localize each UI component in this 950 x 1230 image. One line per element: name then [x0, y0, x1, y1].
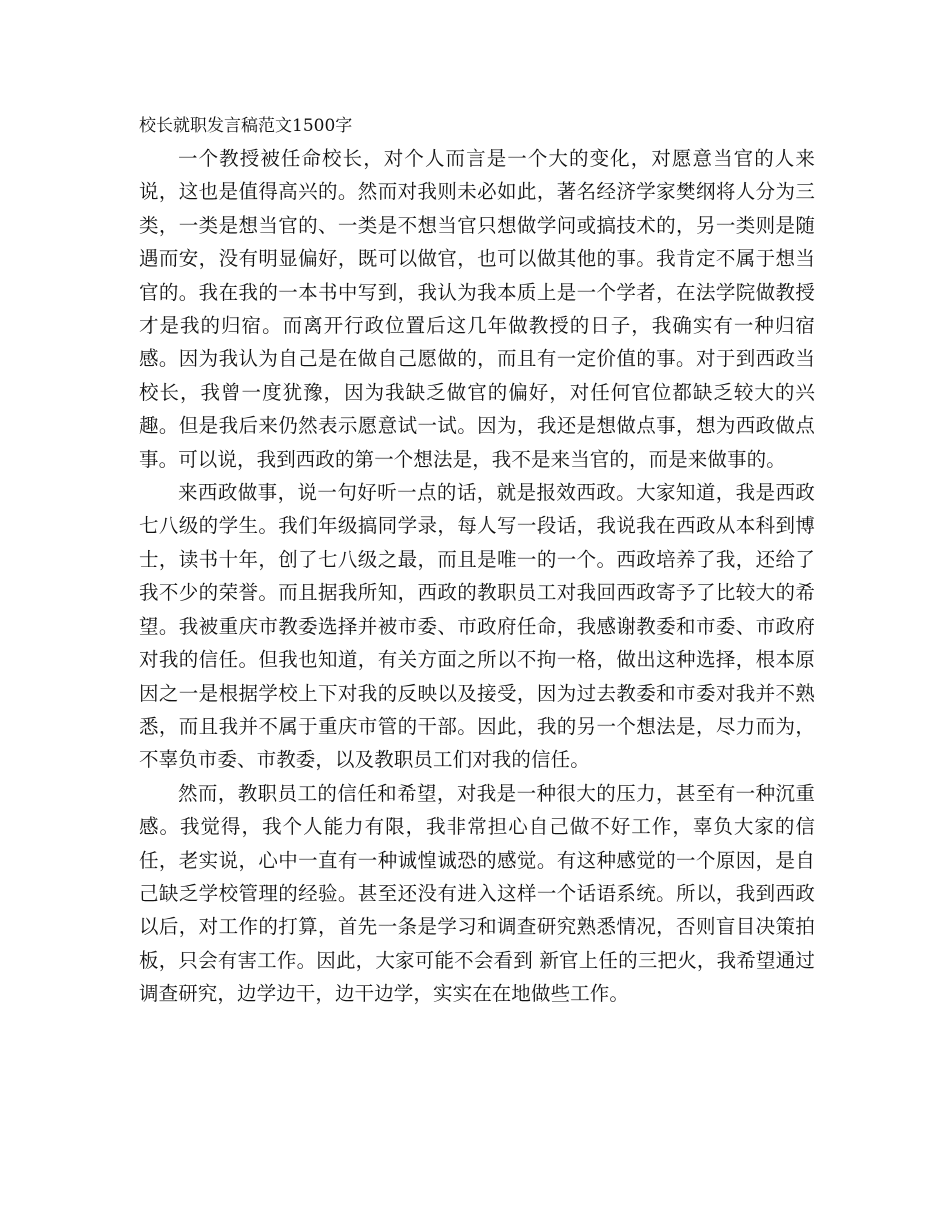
document-title: 校长就职发言稿范文1500字	[139, 116, 353, 136]
document-body	[139, 112, 815, 1011]
paragraph-3: 然而，教职员工的信任和希望，对我是一种很大的压力，甚至有一种沉重感。我觉得，我个人能力有限，我非常担心自己做不好工作，辜负大家的信任，老实说，心中一直有一种诚惶诚恐的感觉。有这种感觉的一个原因，是自己缺乏学校管理的经验。甚至还没有进入这样一个话语系统。所以，我到西政以后，对工作的打算，首先一条是学习和调查研究熟悉情况，否则盲目决策拍板，只会有害工作。因此，大家可能不会看到 新官上任的三把火，我希望通过调查研究，边学边干，边干边学，实实在在地做些工作。	[139, 781, 815, 1006]
paragraph-1: 一个教授被任命校长，对个人而言是一个大的变化，对愿意当官的人来说，这也是值得高兴的。然而对我则未必如此，著名经济学家樊纲将人分为三类，一类是想当官的、一类是不想当官只想做学问或搞技术的，另一类则是随遇而安，没有明显偏好，既可以做官，也可以做其他的事。我肯定不属于想当官的。我在我的一本书中写到，我认为我本质上是一个学者，在法学院做教授才是我的归宿。而离开行政位置后这几年做教授的日子，我确实有一种归宿感。因为我认为自己是在做自己愿做的，而且有一定价值的事。对于到西政当校长，我曾一度犹豫，因为我缺乏做官的偏好，对任何官位都缺乏较大的兴趣。但是我后来仍然表示愿意试一试。因为，我还是想做点事，想为西政做点事。可以说，我到西政的第一个想法是，我不是来当官的，而是来做事的。	[139, 147, 815, 471]
paragraph-2: 来西政做事，说一句好听一点的话，就是报效西政。大家知道，我是西政七八级的学生。我们年级搞同学录，每人写一段话，我说我在西政从本科到博士，读书十年，创了七八级之最，而且是唯一的一个。西政培养了我，还给了我不少的荣誉。而且据我所知，西政的教职员工对我回西政寄予了比较大的希望。我被重庆市教委选择并被市委、市政府任命，我感谢教委和市委、市政府对我的信任。但我也知道，有关方面之所以不拘一格，做出这种选择，根本原因之一是根据学校上下对我的反映以及接受，因为过去教委和市委对我并不熟悉，而且我并不属于重庆市管的干部。因此，我的另一个想法是，尽力而为，不辜负市委、市教委，以及教职员工们对我的信任。	[139, 481, 815, 772]
